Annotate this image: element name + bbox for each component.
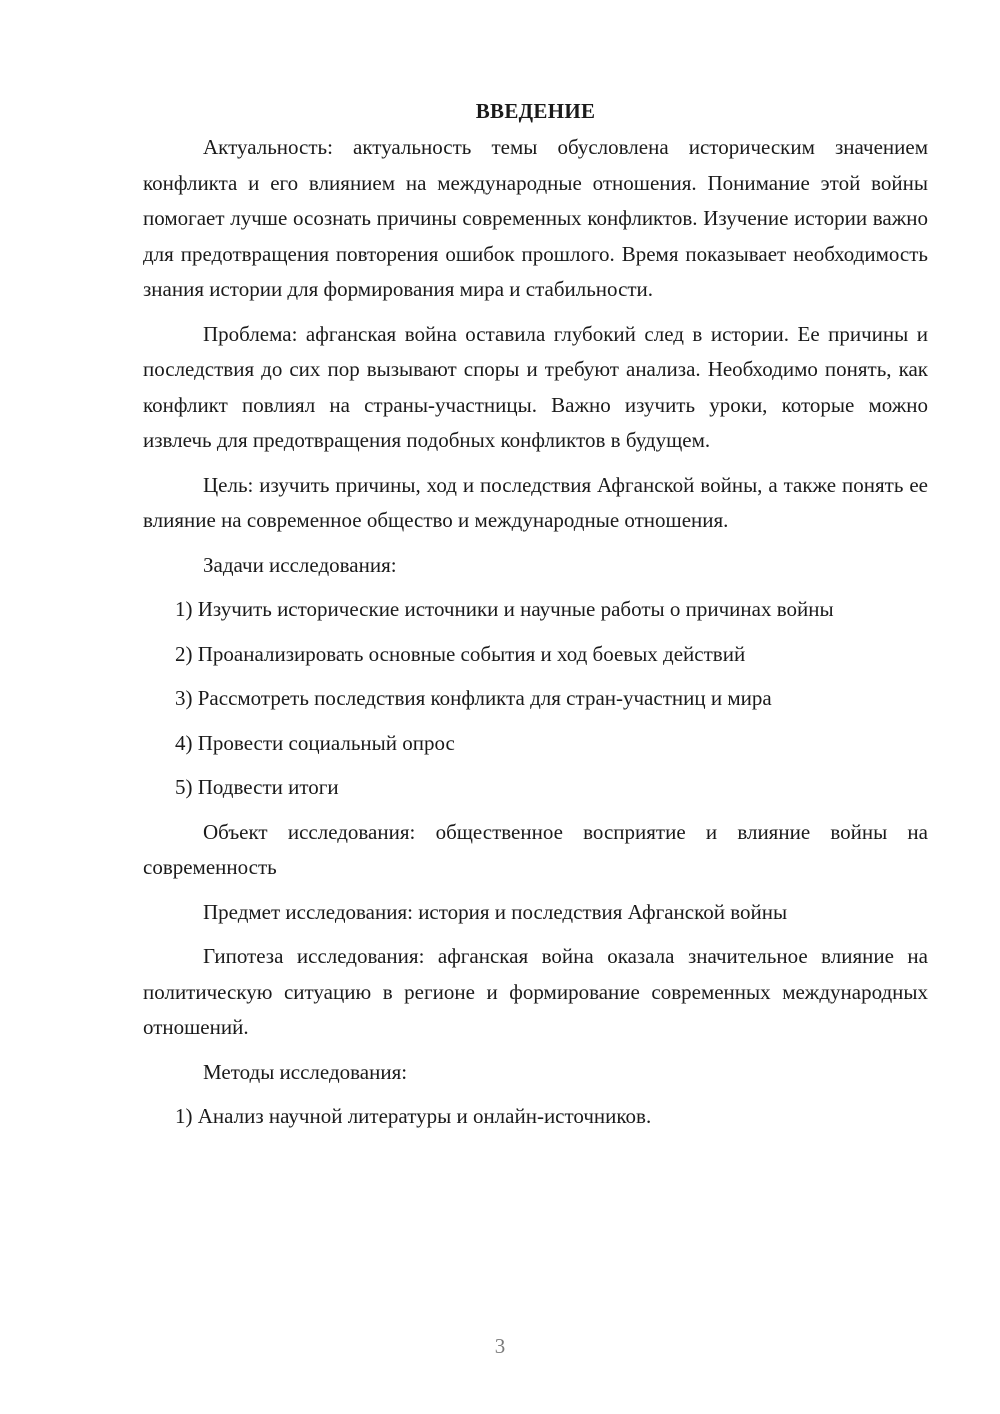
tasks-title: Задачи исследования: — [203, 552, 397, 577]
subject-paragraph: Предмет исследования: история и последствия Афганской войны — [203, 899, 788, 924]
relevance-paragraph: Актуальность: актуальность темы обусловлена историческим значением конфликта и его влиянием на международные отношения. Понимание этой войны помогает лучше осознать причины современных конфликтов. Изучение истории важно для предотвращения повторения ошибок прошлого. Время показывает необходимость знания истории для формирования мира и стабильности. — [143, 135, 928, 301]
method-item-1: 1) Анализ научной литературы и онлайн-источников. — [175, 1104, 652, 1128]
document-page — [143, 96, 928, 1144]
object-paragraph: Объект исследования: общественное восприятие и влияние войны на современность — [143, 819, 928, 879]
problem-paragraph: Проблема: афганская война оставила глубокий след в истории. Ее причины и последствия до сих пор вызывают споры и требуют анализа. Необходимо понять, как конфликт повлиял на страны-участницы. Важно изучить уроки, которые можно извлечь для предотвращения подобных конфликтов в будущем. — [143, 321, 928, 452]
task-item-1: 1) Изучить исторические источники и научные работы о причинах войны — [175, 597, 834, 621]
methods-title: Методы исследования: — [203, 1059, 408, 1084]
task-item-4: 4) Провести социальный опрос — [175, 730, 455, 755]
goal-paragraph: Цель: изучить причины, ход и последствия Афганской войны, а также понять ее влияние на современное общество и международные отношения. — [143, 472, 928, 532]
hypothesis-paragraph: Гипотеза исследования: афганская война оказала значительное влияние на политическую ситуацию в регионе и формирование современных международных отношений. — [143, 944, 928, 1039]
task-item-5: 5) Подвести итоги — [175, 775, 339, 799]
task-item-2: 2) Проанализировать основные события и ход боевых действий — [175, 641, 746, 666]
section-heading: ВВЕДЕНИЕ — [475, 99, 596, 123]
task-item-3: 3) Рассмотреть последствия конфликта для стран-участниц и мира — [175, 686, 772, 710]
page-number: 3 — [494, 1334, 506, 1358]
